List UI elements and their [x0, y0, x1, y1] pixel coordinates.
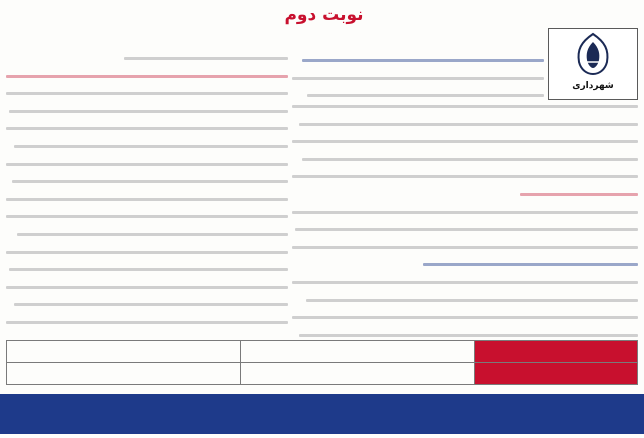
- signature-footer: [0, 394, 644, 434]
- notice-conditions-right: [292, 100, 638, 338]
- text-line: [292, 211, 638, 224]
- text-line: [292, 281, 638, 294]
- text-line: [6, 145, 288, 158]
- text-line: [292, 263, 638, 276]
- text-line: [6, 127, 288, 140]
- text-line: [6, 75, 288, 88]
- text-line: [292, 77, 544, 90]
- text-line: [6, 198, 288, 211]
- text-line: [6, 286, 288, 299]
- top-strip: [4, 4, 640, 26]
- text-line: [292, 246, 638, 259]
- base-price-cell: [241, 363, 475, 385]
- text-line: [292, 105, 638, 118]
- text-line: [292, 228, 638, 241]
- deposit-cell: [7, 363, 241, 385]
- text-line: [6, 163, 288, 176]
- text-line: [292, 158, 638, 171]
- text-line: [292, 59, 544, 72]
- row-label: [475, 363, 638, 385]
- base-price-cell: [241, 341, 475, 363]
- text-line: [292, 175, 638, 188]
- text-line: [6, 110, 288, 123]
- text-line: [6, 268, 288, 281]
- municipality-logo: [548, 28, 638, 100]
- edition-label: نوبت دوم: [284, 5, 364, 25]
- ad-number: [4, 4, 154, 17]
- text-line: [292, 193, 638, 206]
- text-line: [292, 140, 638, 153]
- logo-caption: شهرداری: [572, 81, 614, 91]
- text-line: [6, 321, 288, 334]
- price-table: [6, 340, 638, 385]
- text-line: [6, 215, 288, 228]
- text-line: [292, 334, 638, 338]
- text-line: [6, 180, 288, 193]
- text-line: [6, 251, 288, 264]
- table-row: [7, 363, 638, 385]
- text-line: [6, 303, 288, 316]
- notice-intro: [292, 54, 544, 98]
- text-line: [292, 299, 638, 312]
- text-line: [6, 57, 288, 70]
- deposit-cell: [7, 341, 241, 363]
- ad-meta: [4, 4, 154, 26]
- notice-conditions-left: [6, 52, 288, 338]
- row-label: [475, 341, 638, 363]
- municipality-emblem-icon: [573, 32, 613, 76]
- table-row: [7, 341, 638, 363]
- text-line: [6, 92, 288, 105]
- text-line: [292, 316, 638, 329]
- text-line: [292, 123, 638, 136]
- ad-title: [22, 28, 542, 50]
- text-line: [292, 94, 544, 98]
- text-line: [6, 233, 288, 246]
